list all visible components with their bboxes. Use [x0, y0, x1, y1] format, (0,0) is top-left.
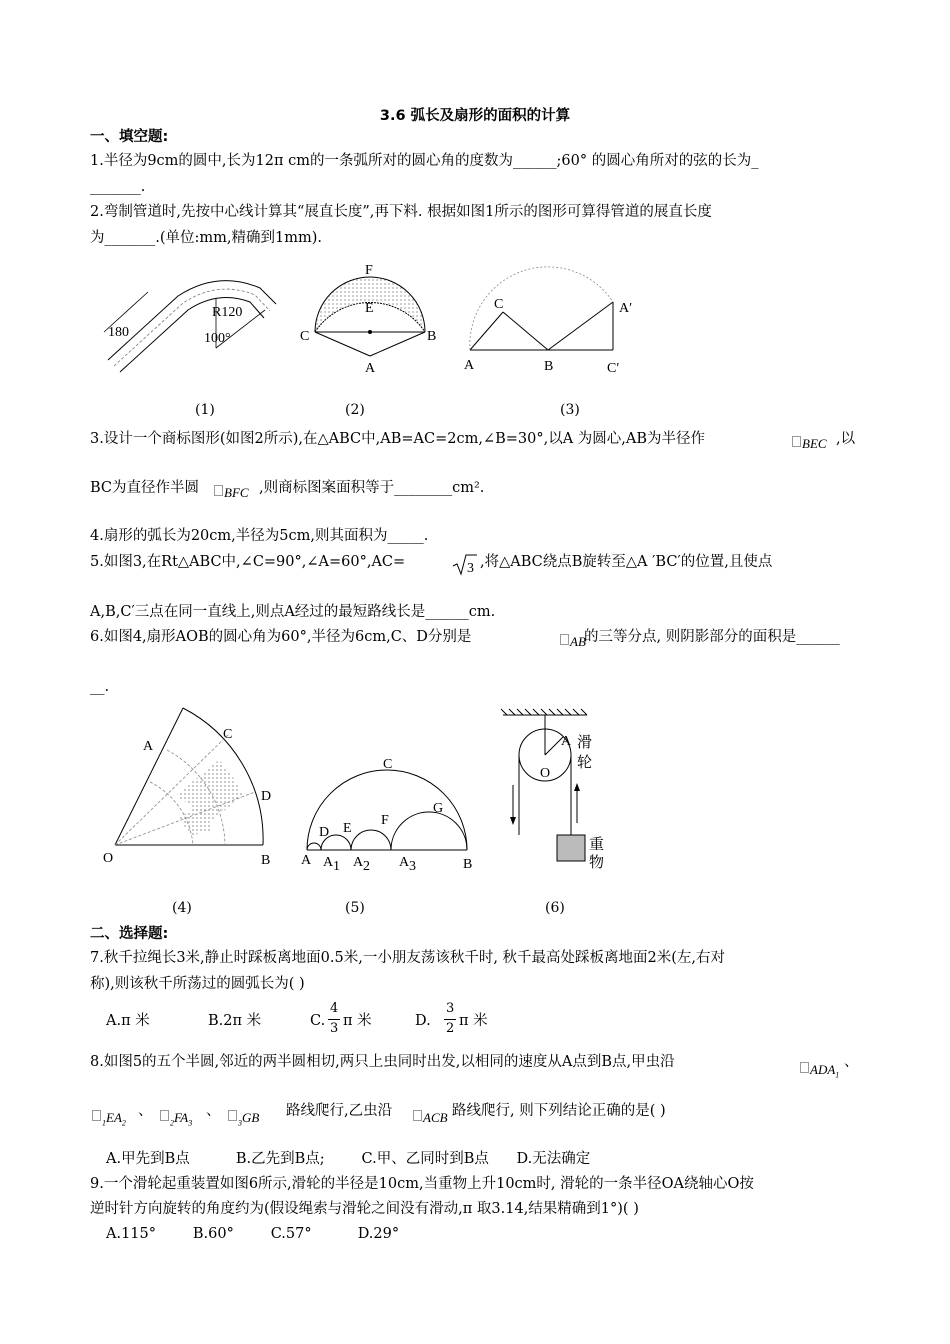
q7-option-d-suffix: π 米: [459, 1013, 488, 1029]
fig1-length-label: 180: [108, 325, 129, 340]
arc-symbol-icon: [413, 1110, 422, 1121]
fig2-label-f: F: [365, 263, 373, 278]
fig4-caption: (4): [172, 900, 192, 916]
fig5-label-a1-sub: 1: [333, 859, 340, 874]
figure-1-pipe: [100, 262, 290, 382]
arc-symbol-icon: [214, 485, 223, 496]
fig1-caption: (1): [195, 402, 215, 418]
section-fill-heading: 一、填空题:: [90, 129, 169, 145]
figure-2-logo: [295, 262, 445, 382]
q8-arc-a3gb-label: GB: [242, 1110, 260, 1125]
q5-line2: A,B,C′三点在同一直线上,则点A经过的最短路线长是______cm.: [90, 604, 496, 620]
q7-option-d-prefix: D.: [415, 1013, 431, 1029]
fig5-label-g: G: [433, 801, 444, 816]
fig2-label-e: E: [365, 301, 374, 316]
fig5-label-d: D: [319, 825, 330, 840]
arc-symbol-icon: [92, 1110, 101, 1121]
fig5-label-a1: A: [323, 855, 334, 870]
q8-arc-a2fa3: [160, 1110, 192, 1128]
q8-arc-a3gb: [228, 1110, 259, 1128]
q7-line1: 7.秋千拉绳长3米,静止时踩板离地面0.5米,一小朋友荡该秋千时, 秋千最高处踩板离地面2米(左,右对: [90, 950, 726, 966]
q1-line1: 1.半径为9cm的圆中,长为12π cm的一条弧所对的圆心角的度数为______;60° 的圆心角所对的弦的长为_: [90, 153, 759, 169]
section-choice-heading: 二、选择题:: [90, 926, 169, 942]
q8-line2b: 路线爬行, 则下列结论正确的是( ): [452, 1103, 666, 1119]
fig4-label-c: C: [223, 727, 233, 742]
q8-arc-a1ea2-pre: 1: [102, 1118, 106, 1128]
fig5-label-a3-sub: 3: [409, 859, 416, 874]
q7-option-c-suffix: π 米: [343, 1013, 372, 1029]
q2-line2: 为_______.(单位:mm,精确到1mm).: [90, 230, 322, 246]
arc-symbol-icon: [228, 1110, 237, 1121]
q5-line1a: 5.如图3,在Rt△ABC中,∠C=90°,∠A=60°,AC=: [90, 554, 406, 570]
q7-option-c-denominator: 3: [330, 1021, 339, 1036]
fig3-label-c-prime: C′: [607, 361, 620, 376]
fig6-weight-label-1: 重: [589, 835, 605, 853]
q2-line1: 2.弯制管道时,先按中心线计算其“展直长度”,再下料. 根据如图1所示的图形可算得管道的展直长度: [90, 204, 712, 220]
q6-line1b: 的三等分点, 则阴影部分的面积是______: [584, 629, 840, 645]
fig1-radius-label: R120: [212, 305, 243, 320]
q8-arc-ada1-label: ADA: [810, 1062, 836, 1077]
fig2-label-b: B: [427, 329, 437, 344]
fig2-caption: (2): [345, 402, 365, 418]
fig5-caption: (5): [345, 900, 365, 916]
fig2-label-c: C: [300, 329, 310, 344]
arc-symbol-icon: [160, 1110, 169, 1121]
fig6-caption: (6): [545, 900, 565, 916]
fig5-label-c: C: [383, 757, 393, 772]
fig5-label-a3: A: [399, 855, 410, 870]
page-title: 3.6 弧长及扇形的面积的计算: [379, 108, 571, 124]
q5-line1b: ,将△ABC绕点B旋转至△A ′BC′的位置,且使点: [480, 554, 773, 570]
q8-arc-ada1-sub: 1: [835, 1070, 840, 1080]
q6-line1a: 6.如图4,扇形AOB的圆心角为60°,半径为6cm,C、D分别是: [90, 629, 472, 645]
q5-sqrt-3: [452, 552, 478, 578]
q7-line2: 称),则该秋千所荡过的圆弧长为( ): [90, 976, 305, 992]
q5-sqrt-value: 3: [467, 561, 474, 576]
figure-6-pulley: [495, 705, 645, 875]
fig3-label-a: A: [464, 358, 475, 373]
q8-arc-a2fa3-sub: 3: [188, 1118, 193, 1128]
fig3-label-c: C: [494, 297, 504, 312]
q8-arc-ada1: [800, 1062, 839, 1080]
q7-option-d-denominator: 2: [446, 1021, 455, 1036]
fig6-pulley-label-2: 轮: [577, 753, 593, 771]
q8-arc-a2fa3-label: FA: [174, 1110, 189, 1125]
q8-arc-a3gb-pre: 3: [238, 1118, 242, 1128]
fig2-label-a: A: [365, 361, 376, 376]
q4-line1: 4.扇形的弧长为20cm,半径为5cm,则其面积为_____.: [90, 528, 429, 544]
q9-options: A.115° B.60° C.57° D.29°: [106, 1226, 400, 1242]
fig5-label-a2: A: [353, 855, 364, 870]
q3-line2-tail: ,则商标图案面积等于________cm².: [259, 480, 485, 496]
q7-option-d-numerator: 3: [446, 1001, 455, 1016]
fig6-weight-label-2: 物: [589, 853, 605, 871]
arc-symbol-icon: [800, 1062, 809, 1073]
q3-arc-bfc: [214, 485, 249, 501]
q8-arc-acb: [413, 1110, 448, 1126]
q8-arc-a1ea2-sub: 2: [121, 1118, 126, 1128]
figure-5-semicircles: [295, 750, 490, 875]
q3-arc-bec: [792, 436, 827, 452]
fig1-angle-label: 100°: [204, 331, 231, 346]
q1-line2: _______.: [90, 179, 146, 195]
arc-symbol-icon: [792, 436, 801, 447]
fig4-label-d: D: [261, 789, 272, 804]
fig5-label-a2-sub: 2: [363, 859, 370, 874]
arc-symbol-icon: [560, 634, 569, 645]
q3-line2: BC为直径作半圆: [90, 480, 200, 496]
fig5-label-b: B: [463, 857, 473, 872]
q3-arc-bec-label: BEC: [802, 436, 827, 451]
figure-3-rotation: [458, 262, 648, 382]
q6-arc-ab: [560, 634, 586, 650]
q8-separator-2: 、: [206, 1103, 221, 1119]
q6-line2: __.: [90, 679, 110, 695]
fig6-pulley-label-1: 滑: [577, 733, 593, 751]
q8-separator-1: 、: [138, 1103, 153, 1119]
q8-line1: 8.如图5的五个半圆,邻近的两半圆相切,两只上虫同时出发,以相同的速度从A点到B点,甲虫沿: [90, 1054, 675, 1070]
q8-options: A.甲先到B点 B.乙先到B点; C.甲、乙同时到B点 D.无法确定: [106, 1151, 591, 1167]
fig4-label-o: O: [103, 851, 114, 866]
q3-arc-bfc-label: BFC: [224, 485, 249, 500]
fig3-caption: (3): [560, 402, 580, 418]
figure-4-sector: [95, 700, 295, 875]
q6-arc-ab-label: AB: [570, 634, 586, 649]
fig4-label-b: B: [261, 853, 271, 868]
q8-line2a: 路线爬行,乙虫沿: [286, 1103, 393, 1119]
q8-arc-a1ea2-label: EA: [106, 1110, 122, 1125]
fig6-label-a: A: [561, 734, 572, 749]
fig5-label-f: F: [381, 813, 389, 828]
q8-arc-acb-label: ACB: [423, 1110, 448, 1125]
q9-line2: 逆时针方向旋转的角度约为(假设绳索与滑轮之间没有滑动,π 取3.14,结果精确到1°)( ): [90, 1201, 639, 1217]
q7-option-b: B.2π 米: [208, 1013, 262, 1029]
q3-line1-tail: ,以: [836, 431, 856, 447]
fig3-label-a-prime: A′: [619, 301, 633, 316]
fig3-label-b: B: [544, 359, 554, 374]
fig6-label-o: O: [540, 766, 551, 781]
q7-option-a: A.π 米: [106, 1013, 150, 1029]
q7-option-c-prefix: C.: [310, 1013, 326, 1029]
q8-separator-0: 、: [844, 1054, 859, 1070]
q7-option-c-numerator: 4: [330, 1001, 339, 1016]
q8-arc-a1ea2: [92, 1110, 126, 1128]
q8-arc-a2fa3-pre: 2: [170, 1118, 174, 1128]
q9-line1: 9.一个滑轮起重装置如图6所示,滑轮的半径是10cm,当重物上升10cm时, 滑轮的一条半径OA绕轴心O按: [90, 1176, 754, 1192]
fig5-label-a: A: [301, 853, 312, 868]
q3-line1: 3.设计一个商标图形(如图2所示),在△ABC中,AB=AC=2cm,∠B=30°,以A 为圆心,AB为半径作: [90, 431, 706, 447]
fig4-label-a: A: [143, 739, 154, 754]
fig5-label-e: E: [343, 821, 352, 836]
